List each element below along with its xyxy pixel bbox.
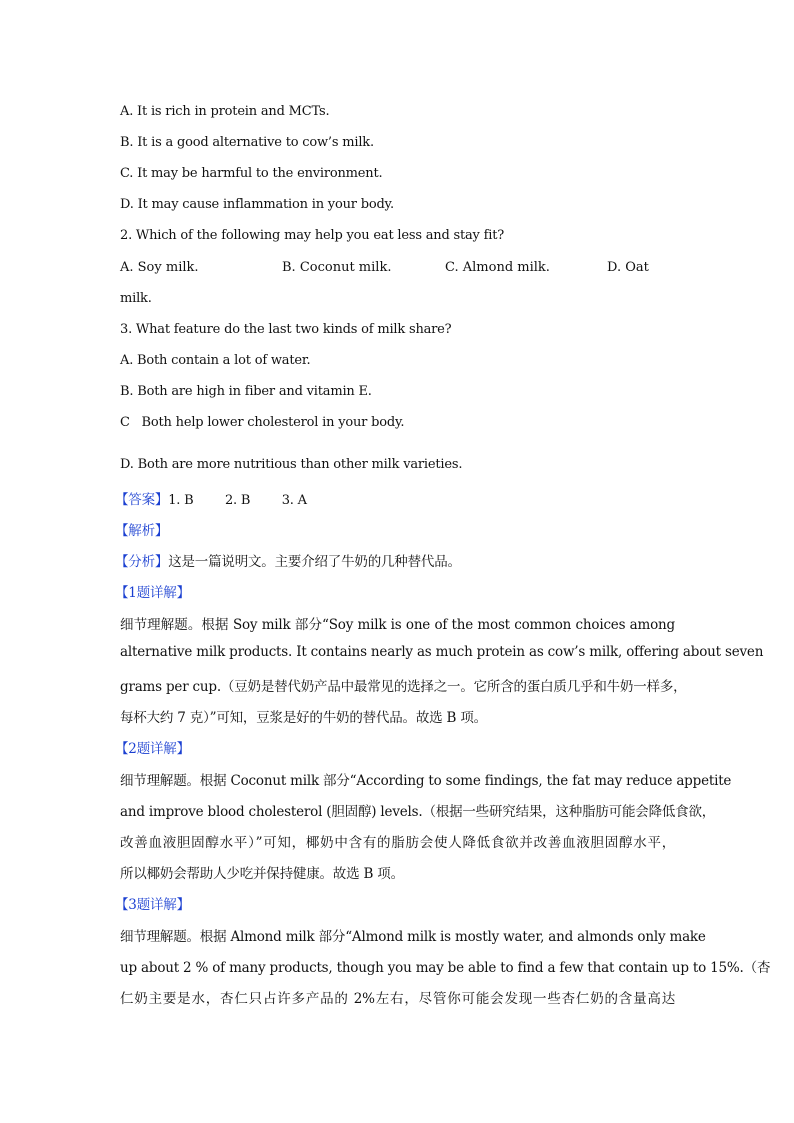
- detail2-tag: 【2题详解】: [115, 741, 190, 757]
- overview-tag: 【分析】: [115, 554, 169, 570]
- answer-line: [115, 488, 307, 508]
- q1-option-a: A. It is rich in protein and MCTs.: [120, 104, 330, 119]
- q1-option-c: C. It may be harmful to the environment.: [120, 166, 383, 181]
- q3-option-b: B. Both are high in fiber and vitamin E.: [120, 384, 372, 399]
- q3-stem: 3. What feature do the last two kinds of milk share?: [120, 322, 452, 337]
- overview-text: 这是一篇说明文。主要介绍了牛奶的几种替代品。: [168, 554, 461, 570]
- q2-option-a: A. Soy milk.: [120, 260, 199, 275]
- q2-option-d-continued: milk.: [120, 291, 152, 306]
- q3-option-d: D. Both are more nutritious than other milk varieties.: [120, 457, 463, 472]
- q2-option-b: B. Coconut milk.: [282, 260, 392, 275]
- detail3-line: 仁奶主要是水，杏仁只占许多产品的 2%左右，尽管你可能会发现一些杏仁奶的含量高达: [120, 991, 675, 1007]
- analysis-tag: 【解析】: [115, 523, 169, 539]
- detail2-line: 所以椰奶会帮助人少吃并保持健康。故选 B 项。: [120, 866, 404, 882]
- answer-tag: 【答案】: [115, 492, 169, 508]
- q2-option-c: C. Almond milk.: [445, 260, 550, 275]
- detail1-tag: 【1题详解】: [115, 585, 190, 601]
- q2-stem: 2. Which of the following may help you eat less and stay fit?: [120, 228, 504, 243]
- q3-option-a: A. Both contain a lot of water.: [120, 353, 311, 368]
- detail1-line: grams per cup.（豆奶是替代奶产品中最常见的选择之一。它所含的蛋白质几乎和牛奶一样多，: [120, 679, 687, 695]
- detail2-line: 细节理解题。根据 Coconut milk 部分“According to some findings, the fat may reduce appetite: [120, 773, 732, 789]
- detail1-line: alternative milk products. It contains nearly as much protein as cow’s milk, offering about seven: [120, 644, 764, 660]
- detail2-line: 改善血液胆固醇水平）”可知，椰奶中含有的脂肪会使人降低食欲并改善血液胆固醇水平，: [120, 835, 675, 851]
- detail1-line: 细节理解题。根据 Soy milk 部分“Soy milk is one of the most common choices among: [120, 617, 675, 633]
- detail3-tag: 【3题详解】: [115, 897, 190, 913]
- detail2-line: and improve blood cholesterol (胆固醇) levels.（根据一些研究结果，这种脂肪可能会降低食欲，: [120, 804, 716, 820]
- detail3-line: up about 2 % of many products, though you may be able to find a few that contain up to 15%.（杏: [120, 960, 771, 976]
- q1-option-d: D. It may cause inflammation in your body.: [120, 197, 394, 212]
- q1-option-b: B. It is a good alternative to cow’s milk.: [120, 135, 374, 150]
- overview-line: [115, 550, 461, 570]
- q3-option-c: C Both help lower cholesterol in your body.: [120, 415, 405, 430]
- detail3-line: 细节理解题。根据 Almond milk 部分“Almond milk is mostly water, and almonds only make: [120, 929, 706, 945]
- q2-option-d: D. Oat: [607, 260, 649, 275]
- detail1-line: 每杯大约 7 克）”可知，豆浆是好的牛奶的替代品。故选 B 项。: [120, 710, 487, 726]
- answer-text: 1. B 2. B 3. A: [168, 493, 307, 508]
